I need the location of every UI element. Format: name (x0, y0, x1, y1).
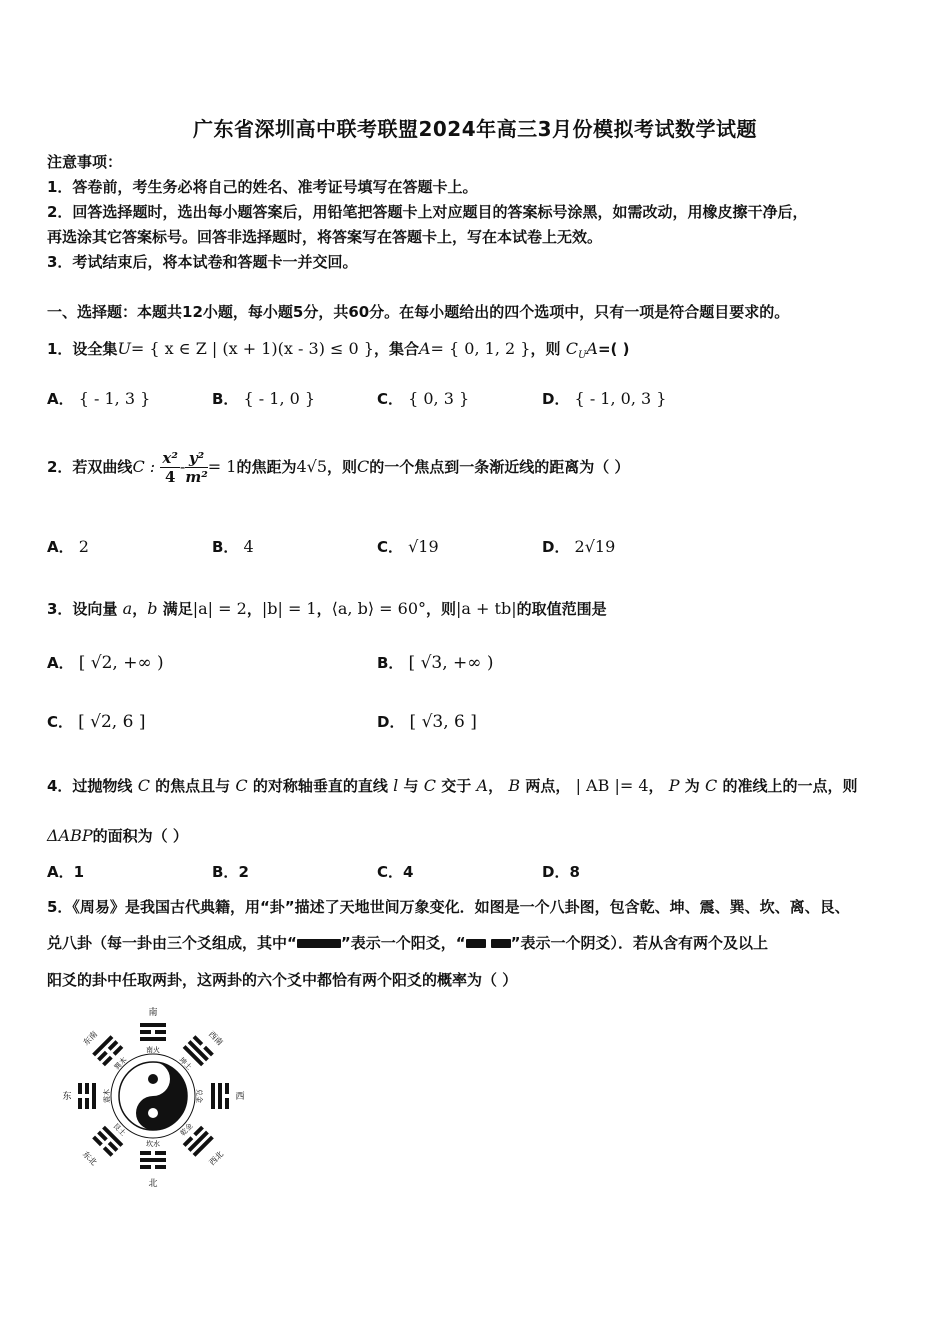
option-text: [ √2, 6 ] (78, 712, 146, 732)
q1-option-a[interactable] (47, 388, 150, 409)
inner-south: 南火 (146, 1046, 160, 1054)
inner-northwest: 乾金 (178, 1121, 195, 1138)
dir-south: 南 (148, 1008, 158, 1018)
q4-l: l (393, 776, 399, 795)
q2-frac-y (185, 449, 207, 486)
q5-text-a: 兑八卦（每一卦由三个爻组成，其中“ (47, 934, 297, 952)
q4-c2: C (235, 776, 248, 795)
option-label: B． (212, 863, 239, 881)
yin-yao-right-icon (491, 939, 511, 948)
q4-text-6: 为 (684, 777, 700, 795)
option-text: √19 (408, 537, 439, 556)
q3-text-1: 满足 (162, 600, 193, 618)
option-text: { 0, 3 } (408, 389, 470, 408)
q1-set-u: = { x ∈ Z | (x + 1)(x - 3) ≤ 0 } (130, 339, 374, 358)
q4-comma: ， (488, 777, 504, 795)
q4-ab: | AB |= 4 (575, 776, 649, 795)
option-text: 8 (569, 863, 580, 881)
option-text: [ √3, +∞ ) (408, 653, 494, 673)
dir-east: 东 (62, 1092, 72, 1102)
q4-text-8: 的面积为（ ） (92, 827, 188, 845)
q1-mid: ，集合 (373, 340, 419, 358)
q3-b: b (147, 599, 158, 618)
q3-option-d[interactable] (377, 711, 477, 732)
q3-abs-a: |a| = 2 (192, 599, 247, 618)
question-5-line-2 (47, 932, 768, 953)
inner-southeast: 巽木 (112, 1055, 129, 1072)
question-4 (47, 775, 858, 796)
option-text: { - 1, 0 } (243, 389, 316, 408)
dir-west: 西 (235, 1092, 245, 1102)
q4-comma-2: ， (648, 777, 664, 795)
trigram-east-icon (78, 1083, 96, 1109)
q4-c4: C (705, 776, 718, 795)
option-label: C． (377, 863, 404, 881)
option-label: C． (377, 390, 404, 408)
notice-line-3: 再选涂其它答案标号。回答非选择题时，将答案写在答题卡上，写在本试卷上无效。 (47, 228, 603, 246)
q2-c: C (357, 457, 370, 476)
option-text: 4 (403, 863, 414, 881)
yang-yao-icon (297, 939, 341, 948)
q2-minus: - (179, 457, 186, 476)
q1-option-b[interactable] (212, 388, 315, 409)
option-text: 4 (243, 537, 254, 556)
q4-text-5: 两点， (525, 777, 571, 795)
q5-text-c: ”表示一个阴爻）．若从含有两个及以上 (510, 934, 768, 952)
q4-option-d[interactable] (542, 861, 580, 882)
q2-option-c[interactable] (377, 536, 439, 557)
trigram-south-icon (140, 1023, 166, 1041)
notice-line-1: 1．答卷前，考生务必将自己的姓名、准考证号填写在答题卡上。 (47, 178, 478, 196)
question-1 (47, 338, 629, 361)
dir-northeast: 东北 (80, 1149, 99, 1168)
trigram-north-icon (140, 1151, 166, 1169)
q4-text-4: 交于 (441, 777, 472, 795)
q3-option-a[interactable] (47, 652, 164, 673)
frac-num: x² (162, 449, 178, 467)
dir-southwest: 西南 (206, 1029, 225, 1048)
q3-angle: ⟨a, b⟩ = 60° (331, 599, 426, 618)
option-label: D． (542, 538, 570, 556)
option-label: A． (47, 654, 74, 672)
q5-text-b: ”表示一个阳爻，“ (340, 934, 466, 952)
question-2 (47, 449, 630, 486)
option-label: A． (47, 538, 74, 556)
inner-west: 兑金 (195, 1089, 203, 1103)
option-text: 2 (78, 537, 89, 556)
q2-eq: = 1 (207, 457, 237, 476)
dir-northwest: 西北 (207, 1149, 226, 1168)
q3-prefix: 3．设向量 (47, 600, 118, 618)
question-5-line-1: 5．《周易》是我国古代典籍，用“卦”描述了天地世间万象变化．如图是一个八卦图，包含乾、坤、震、巽、坎、离、艮、 (47, 898, 850, 916)
q3-option-b[interactable] (377, 652, 493, 673)
bagua-figure (60, 1003, 250, 1193)
q1-prefix: 1．设全集 (47, 340, 118, 358)
q2-prefix: 2．若双曲线 (47, 458, 133, 476)
q4-prefix: 4．过抛物线 (47, 777, 133, 795)
option-label: A． (47, 863, 74, 881)
q4-p: P (668, 776, 680, 795)
q3-a: a (122, 599, 133, 618)
option-text: { - 1, 3 } (78, 389, 151, 408)
q4-text-3: 与 (403, 777, 419, 795)
option-text: [ √2, +∞ ) (78, 653, 164, 673)
q4-option-a[interactable] (47, 861, 84, 882)
option-label: D． (542, 863, 570, 881)
notice-line-4: 3．考试结束后，将本试卷和答题卡一并交回。 (47, 253, 358, 271)
q2-option-a[interactable] (47, 536, 89, 557)
question-4-line-2 (47, 825, 188, 846)
q3-expr: |a + tb| (456, 599, 517, 618)
q2-text-1: 的焦距为 (236, 458, 297, 476)
option-label: C． (47, 713, 74, 731)
q1-complement: C (565, 339, 578, 358)
q3-text-3: 的取值范围是 (516, 600, 607, 618)
option-text: 2√19 (574, 537, 616, 556)
q4-option-c[interactable] (377, 861, 413, 882)
question-5-line-3: 阳爻的卦中任取两卦，这两卦的六个爻中都恰有两个阳爻的概率为（ ） (47, 971, 518, 989)
q3-abs-b: |b| = 1 (261, 599, 317, 618)
q1-sub: U (577, 350, 587, 361)
q4-triangle: ΔABP (47, 826, 93, 845)
inner-southwest: 坤土 (177, 1055, 194, 1072)
option-text: [ √3, 6 ] (409, 712, 477, 732)
option-label: C． (377, 538, 404, 556)
q4-a: A (476, 776, 489, 795)
q1-u: U (117, 339, 131, 358)
q2-text-3: 的一个焦点到一条渐近线的距离为（ ） (369, 458, 630, 476)
page-title: 广东省深圳高中联考联盟2024年高三3月份模拟考试数学试题 (192, 117, 758, 141)
q3-comma: ， (132, 600, 148, 618)
frac-den: 4 (164, 468, 176, 486)
option-label: D． (542, 390, 570, 408)
option-text: 1 (73, 863, 85, 881)
notice-line-2: 2．回答选择题时，选出每小题答案后，用铅笔把答题卡上对应题目的答案标号涂黑，如需改动，用橡皮擦干净后， (47, 203, 808, 221)
dir-north: 北 (148, 1179, 158, 1189)
frac-den: m² (185, 468, 208, 486)
q3-text-2: ，则 (426, 600, 457, 618)
trigram-west-icon (211, 1083, 229, 1109)
q4-c1: C (137, 776, 150, 795)
notice-heading: 注意事项： (47, 153, 123, 171)
inner-north: 坎水 (146, 1140, 160, 1148)
option-text: 2 (238, 863, 249, 881)
q2-focal: 4√5 (296, 457, 328, 476)
q4-text-1: 的焦点且与 (155, 777, 231, 795)
q4-b: B (508, 776, 521, 795)
inner-east: 震木 (103, 1089, 111, 1103)
option-label: B． (212, 390, 239, 408)
q2-option-b[interactable] (212, 536, 254, 557)
yin-yao-left-icon (466, 939, 486, 948)
q4-c3: C (423, 776, 437, 795)
q1-end1: ，则 (530, 340, 561, 358)
q2-option-d[interactable] (542, 536, 615, 557)
q1-set-a: = { 0, 1, 2 } (430, 339, 531, 358)
option-label: B． (212, 538, 239, 556)
q4-option-b[interactable] (212, 861, 249, 882)
option-label: A． (47, 390, 74, 408)
q1-ca: A (586, 339, 598, 358)
q1-option-c[interactable] (377, 388, 469, 409)
option-text: { - 1, 0, 3 } (574, 389, 667, 408)
option-label: D． (377, 713, 405, 731)
inner-northeast: 艮土 (111, 1121, 128, 1138)
frac-num: y² (185, 449, 207, 468)
option-label: B． (377, 654, 404, 672)
q1-a: A (418, 339, 431, 358)
q1-option-d[interactable] (542, 388, 666, 409)
q2-frac-x (160, 449, 180, 486)
taiji-icon (111, 1054, 195, 1138)
q3-option-c[interactable] (47, 711, 145, 732)
q2-c-colon: C : (132, 457, 156, 476)
q1-end2: =( ) (597, 340, 630, 358)
section-heading: 一、选择题：本题共12小题，每小题5分，共60分。在每小题给出的四个选项中，只有一项是符合题目要求的。 (47, 303, 790, 321)
q4-text-2: 的对称轴垂直的直线 (252, 777, 388, 795)
q4-text-7: 的准线上的一点，则 (722, 777, 858, 795)
question-3: 3．设向量 a，b 满足|a| = 2，|b| = 1，⟨a, b⟩ = 60°，则|a + tb|的取值范围是 (47, 599, 607, 618)
dir-southeast: 东南 (81, 1029, 100, 1048)
q2-text-2: ，则 (327, 458, 358, 476)
